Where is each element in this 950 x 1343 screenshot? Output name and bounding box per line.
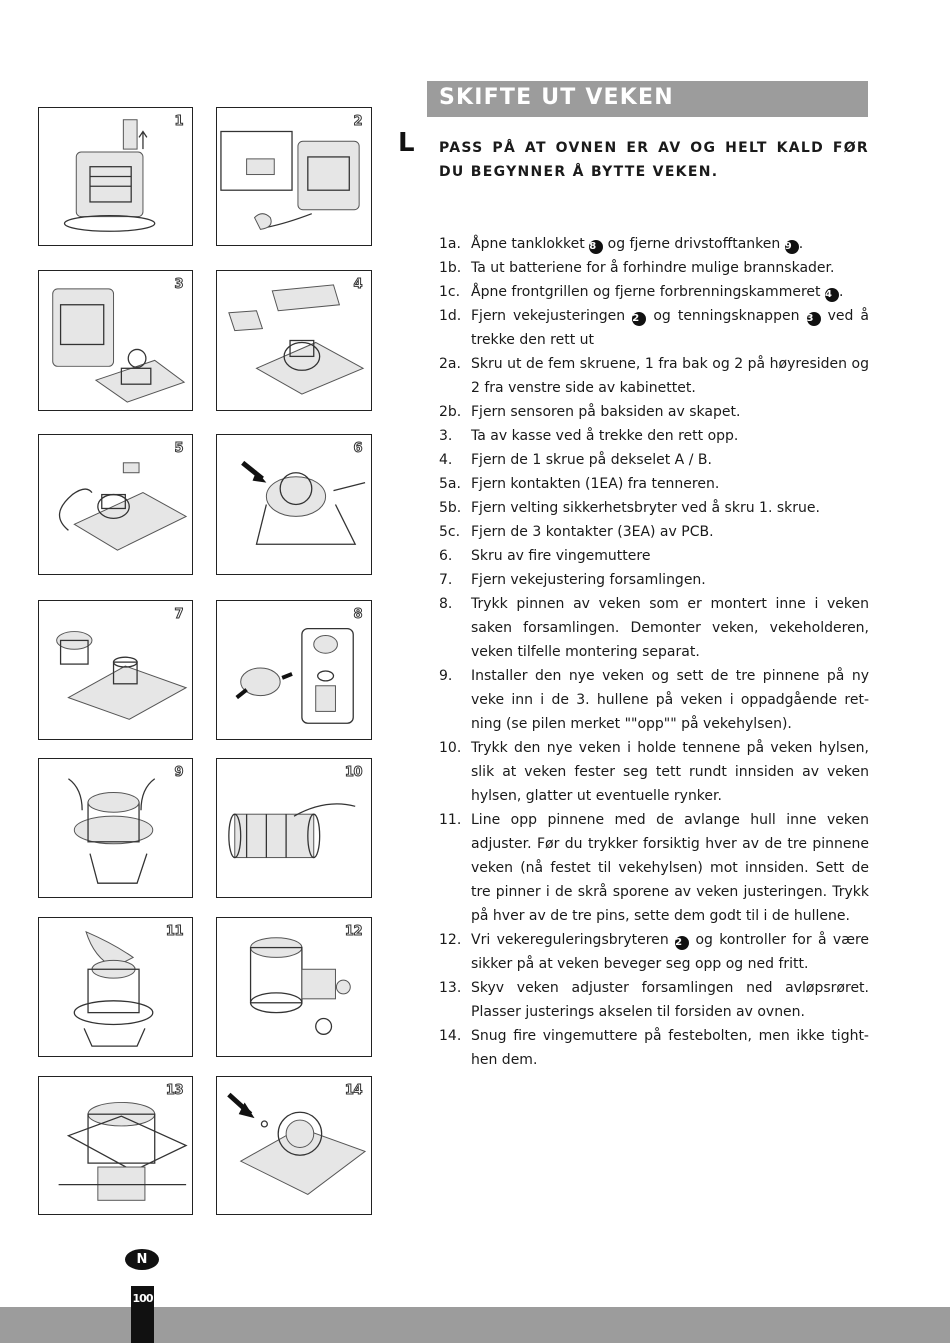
figure-10 [216,758,372,898]
figure-number: 3 [174,277,183,292]
step-text-segment: Skru ut de fem skruene, 1 fra bak og 2 på høyresiden og 2 fra venstre side av kabinettet. [471,356,869,396]
step-text-segment: Installer den nye veken og sett de tre pinnene på ny veke inn i de 3. hullene på veken i oppadgående ret-ning (se pilen merket ""opp"" på vekehylsen). [471,668,869,732]
steps-list [439,232,869,1072]
step-number: 1d. [439,308,462,324]
step-text-segment: . [798,236,804,252]
step-text [471,232,869,256]
step-item [439,664,869,736]
figure-3 [38,270,193,411]
step-text-segment: Fjern sensoren på baksiden av skapet. [471,404,741,420]
figure-number: 11 [165,924,183,939]
step-item [439,736,869,808]
step-item [439,472,869,496]
step-number: 1c. [439,284,461,300]
step-text-segment: Line opp pinnene med de avlange hull inne veken adjuster. Før du trykker forsiktig hver av de tre pinnene veken (nå festet til vekehylsen) mot innsiden. Sett de tre pinner i de skrå sporene av veken justeringen. Trykk på hver av de tre pins, sette dem godt til i de hullene. [471,812,869,924]
step-item [439,304,869,352]
step-item [439,256,869,280]
figure-8 [216,600,372,740]
step-item [439,568,869,592]
figure-12 [216,917,372,1057]
step-text [471,448,869,472]
step-text-segment: Fjern kontakten (1EA) fra tenneren. [471,476,720,492]
step-text-segment: Fjern de 1 skrue på dekselet A / B. [471,452,712,468]
step-item [439,448,869,472]
step-text-segment: ved å trekke den rett ut [471,308,870,348]
figure-number: 7 [174,607,183,622]
figure-5 [38,434,193,575]
step-text [471,304,869,352]
step-item [439,400,869,424]
figure-number: 2 [353,114,362,129]
figure-7 [38,600,193,740]
step-text [471,352,869,400]
step-text-segment: Fjern velting sikkerhetsbryter ved å skru 1. skrue. [471,500,820,516]
heater-remove-tank-illustration [39,108,192,245]
step-number: 13. [439,980,462,996]
step-number: 8. [439,596,453,612]
figure-number: 13 [165,1083,183,1098]
step-item [439,928,869,976]
part-reference-badge: 8 [589,240,603,254]
figure-1 [38,107,193,246]
part-reference-badge: 2 [675,936,689,950]
step-text-segment: og tenningsknappen [646,308,807,324]
step-text-segment: og fjerne drivstofftanken [603,236,785,252]
step-text [471,280,869,304]
step-item [439,976,869,1024]
step-text-segment: Fjern vekejustering forsamlingen. [471,572,706,588]
step-item [439,352,869,400]
step-text [471,520,869,544]
figure-9 [38,758,193,898]
heater-unplug-illustration [217,108,371,245]
step-number: 5b. [439,500,462,516]
step-number: 11. [439,812,462,828]
step-text [471,976,869,1024]
step-text [471,400,869,424]
step-text [471,808,869,928]
step-item [439,520,869,544]
step-number: 1a. [439,236,461,252]
step-text-segment: Skru av fire vingemuttere [471,548,651,564]
step-number: 2b. [439,404,462,420]
step-number: 3. [439,428,453,444]
step-item [439,592,869,664]
step-text-segment: Ta av kasse ved å trekke den rett opp. [471,428,739,444]
step-text [471,928,869,976]
wing-nut-arrow-illustration [217,435,371,574]
step-text [471,592,869,664]
figure-number: 1 [174,114,183,129]
step-number: 4. [439,452,453,468]
step-number: 12. [439,932,462,948]
figure-13 [38,1076,193,1215]
figure-4 [216,270,372,411]
step-number: 10. [439,740,462,756]
step-text-segment: Fjern de 3 kontakter (3EA) av PCB. [471,524,714,540]
wick-parts-illustration [217,601,371,739]
step-item [439,496,869,520]
page-number: 100 [132,1292,153,1305]
figure-11 [38,917,193,1057]
language-badge: N [125,1249,159,1270]
step-number: 7. [439,572,453,588]
figure-6 [216,434,372,575]
step-item [439,280,869,304]
step-text-segment: Ta ut batteriene for å forhindre mulige brannskader. [471,260,835,276]
figure-number: 12 [344,924,362,939]
step-text-segment: Vri vekereguleringsbryteren [471,932,676,948]
step-number: 9. [439,668,453,684]
step-text-segment: . [838,284,844,300]
step-number: 1b. [439,260,462,276]
step-number: 2a. [439,356,461,372]
figure-number: 6 [353,441,362,456]
step-item [439,232,869,256]
step-text-segment: Trykk den nye veken i holde tennene på veken hylsen, slik at veken fester seg tett rundt innsiden av veken hylsen, glatter ut eventuelle rynker. [471,740,869,804]
step-text [471,424,869,448]
step-text-segment: Trykk pinnen av veken som er montert inne i veken saken forsamlingen. Demonter veken, vekeholderen, veken tilfelle montering separat. [471,596,869,660]
warning-marker: L [398,128,415,158]
insert-wick-illustration [39,759,192,897]
step-text-segment: Fjern vekejusteringen [471,308,633,324]
figure-number: 8 [353,607,362,622]
warning-text: PASS PÅ AT OVNEN ER AV OG HELT KALD FØR DU BEGYNNER Å BYTTE VEKEN. [439,140,869,180]
part-reference-badge: 2 [632,312,646,326]
step-item [439,808,869,928]
figure-number: 14 [344,1083,362,1098]
step-text [471,1024,869,1072]
step-text [471,736,869,808]
part-reference-badge: 4 [825,288,839,302]
step-number: 5a. [439,476,461,492]
part-reference-badge: 3 [807,312,821,326]
step-item [439,544,869,568]
step-text [471,256,869,280]
figure-number: 4 [353,277,362,292]
figure-14 [216,1076,372,1215]
remove-cover-illustration [217,271,371,410]
step-text-segment: Snug fire vingemuttere på festebolten, men ikke tight-hen dem. [471,1028,869,1068]
section-title: SKIFTE UT VEKEN [427,81,868,117]
remove-sensor-illustration [39,435,192,574]
part-reference-badge: 9 [785,240,799,254]
figure-2 [216,107,372,246]
figure-number: 10 [344,765,362,780]
lift-wick-assembly-illustration [39,601,192,739]
step-text-segment: og kontroller for å være sikker på at veken beveger seg opp og ned fritt. [471,932,870,972]
step-item [439,424,869,448]
step-text [471,496,869,520]
figure-number: 9 [174,765,183,780]
step-text-segment: Skyv veken adjuster forsamlingen ned avløpsrøret. Plasser justerings akselen til forsiden av ovnen. [471,980,869,1020]
step-number: 14. [439,1028,462,1044]
step-text [471,544,869,568]
step-number: 6. [439,548,453,564]
figure-number: 5 [174,441,183,456]
heater-open-cabinet-illustration [39,271,192,410]
step-text [471,472,869,496]
step-text [471,568,869,592]
step-number: 5c. [439,524,461,540]
step-text-segment: Åpne frontgrillen og fjerne forbrenningskammeret [471,284,825,300]
step-text [471,664,869,736]
step-item [439,1024,869,1072]
step-text-segment: Åpne tanklokket [471,236,590,252]
